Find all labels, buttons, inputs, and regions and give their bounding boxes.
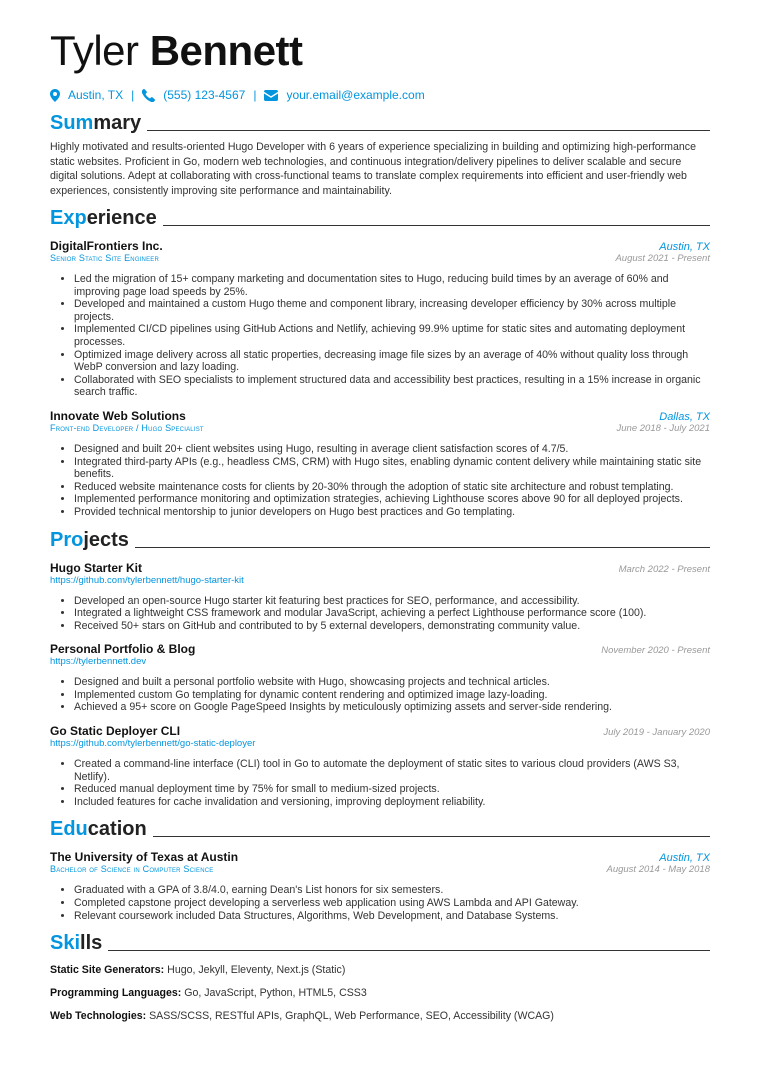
title-accent: Sum xyxy=(50,112,94,134)
bullet-item: • Led the migration of 15+ company marketing and documentation sites to Hugo, reducing build times by an average of 60% and improving page load speeds by 25%. xyxy=(74,273,710,298)
bullet-item: • Integrated third-party APIs (e.g., headless CMS, CRM) with Hugo sites, enabling dynamic content delivery while maintaining static site benefits. xyxy=(74,456,710,481)
job-subrow xyxy=(50,423,710,434)
bullet-item: • Reduced manual deployment time by 75% for small to medium-sized projects. xyxy=(74,783,710,796)
summary-heading xyxy=(50,112,710,134)
skill-value: SASS/SCSS, RESTful APIs, GraphQL, Web Performance, SEO, Accessibility (WCAG) xyxy=(149,1010,554,1023)
project-bullets xyxy=(50,758,710,808)
project-row xyxy=(50,724,710,738)
project-row xyxy=(50,642,710,656)
job-company: Innovate Web Solutions xyxy=(50,408,186,423)
contact-separator: | xyxy=(131,88,135,102)
section-rule xyxy=(135,547,710,548)
bullet-item: • Designed and built a personal portfolio website with Hugo, showcasing projects and technical articles. xyxy=(74,676,710,689)
bullet-item: • Relevant coursework included Data Structures, Algorithms, Web Development, and Database Systems. xyxy=(74,910,710,923)
job-dates: August 2021 - Present xyxy=(615,253,710,264)
bullet-item: • Created a command-line interface (CLI) tool in Go to automate the deployment of static sites to various cloud providers (AWS S3, Netlify). xyxy=(74,758,710,783)
school-location: Austin, TX xyxy=(659,852,710,865)
project-entry xyxy=(50,642,710,714)
candidate-name xyxy=(50,28,710,74)
skill-label: Web Technologies: xyxy=(50,1010,147,1023)
project-row xyxy=(50,561,710,575)
contact-location xyxy=(50,88,123,102)
project-entry xyxy=(50,561,710,633)
degree: Bachelor of Science in Computer Science xyxy=(50,864,214,875)
education-row xyxy=(50,850,710,864)
bullet-item: • Provided technical mentorship to junior developers on Hugo best practices and Go templating. xyxy=(74,506,710,519)
skills-heading xyxy=(50,932,710,954)
project-entry xyxy=(50,724,710,808)
bullet-item: • Reduced website maintenance costs for clients by 20-30% through the adoption of static site architecture and robust templating. xyxy=(74,481,710,494)
section-rule xyxy=(163,225,710,226)
title-rest: mary xyxy=(93,112,142,134)
job-row xyxy=(50,409,710,423)
skill-line xyxy=(50,964,710,977)
job-entry xyxy=(50,239,710,399)
education-heading xyxy=(50,818,710,840)
project-name: Personal Portfolio & Blog xyxy=(50,642,196,657)
bullet-item: • Designed and built 20+ client websites using Hugo, resulting in average client satisfaction scores of 4.7/5. xyxy=(74,443,710,456)
skill-label: Static Site Generators: xyxy=(50,964,165,977)
section-title xyxy=(50,529,135,551)
contact-email[interactable] xyxy=(264,88,424,102)
section-rule xyxy=(108,950,710,951)
bullet-item: • Integrated a lightweight CSS framework and modular JavaScript, achieving a perfect Lighthouse performance score (100). xyxy=(74,607,710,620)
title-accent: Edu xyxy=(50,818,88,841)
bullet-item: • Developed and maintained a custom Hugo theme and component library, increasing developer efficiency by 30% across multiple projects. xyxy=(74,298,710,323)
bullet-item: • Implemented performance monitoring and optimization strategies, achieving Lighthouse scores above 90 for all deployed projects. xyxy=(74,493,710,506)
project-dates: March 2022 - Present xyxy=(618,563,710,575)
section-title xyxy=(50,818,153,840)
project-bullets xyxy=(50,595,710,633)
title-accent: Pro xyxy=(50,528,84,551)
section-rule xyxy=(153,836,710,837)
summary-text: Highly motivated and results-oriented Hugo Developer with 6 years of experience specializing in building and optimizing high-performance static websites. Proficient in Go, modern web technologies, and continuous integration/delivery pipelines to deliver scalable and secure digital solutions. Adept at collaborating with cross-functional teams to translate complex requirements into efficient and user-friendly web experiences, consistently improving site performance and maintainability. xyxy=(50,141,696,197)
first-name: Tyler xyxy=(50,27,139,74)
job-bullets xyxy=(50,273,710,399)
project-dates: November 2020 - Present xyxy=(601,645,710,657)
email-text: your.email@example.com xyxy=(286,88,425,102)
bullet-item: • Collaborated with SEO specialists to implement structured data and accessibility best practices, resulting in a 15% increase in organic search traffic. xyxy=(74,374,710,399)
education-bullets xyxy=(50,884,710,922)
job-bullets xyxy=(50,443,710,519)
project-bullets xyxy=(50,676,710,714)
project-link[interactable]: https://github.com/tylerbennett/hugo-starter-kit xyxy=(50,574,244,586)
bullet-item: • Developed an open-source Hugo starter kit featuring best practices for SEO, performance, and accessibility. xyxy=(74,595,710,608)
job-row xyxy=(50,239,710,253)
project-link[interactable]: https://github.com/tylerbennett/go-static-deployer xyxy=(50,738,256,750)
section-title xyxy=(50,207,163,229)
job-subrow xyxy=(50,253,710,264)
bullet-item: • Completed capstone project developing a serverless web application using AWS Lambda and API Gateway. xyxy=(74,897,710,910)
project-link[interactable]: https://tylerbennett.dev xyxy=(50,656,147,668)
section-title xyxy=(50,112,147,134)
education-entry xyxy=(50,850,710,922)
map-pin-icon xyxy=(50,89,60,102)
project-name: Hugo Starter Kit xyxy=(50,560,143,575)
section-rule xyxy=(147,130,710,131)
title-rest: jects xyxy=(83,528,129,551)
skill-value: Go, JavaScript, Python, HTML5, CSS3 xyxy=(184,987,367,1000)
bullet-item: • Achieved a 95+ score on Google PageSpeed Insights by meticulously optimizing assets and server-side rendering. xyxy=(74,701,710,714)
job-company: DigitalFrontiers Inc. xyxy=(50,239,163,253)
project-name: Go Static Deployer CLI xyxy=(50,724,181,739)
education-subrow xyxy=(50,864,710,875)
location-text: Austin, TX xyxy=(68,88,124,102)
title-accent: Exp xyxy=(50,207,87,229)
experience-heading xyxy=(50,207,710,229)
job-role: Senior Static Site Engineer xyxy=(50,253,160,263)
school-name: The University of Texas at Austin xyxy=(50,850,239,865)
skill-value: Hugo, Jekyll, Eleventy, Next.js (Static) xyxy=(167,964,346,977)
job-dates: June 2018 - July 2021 xyxy=(616,422,710,434)
phone-icon xyxy=(142,89,155,102)
skill-label: Programming Languages: xyxy=(50,987,182,1000)
title-rest: lls xyxy=(80,932,103,955)
bullet-item: • Implemented custom Go templating for dynamic content rendering and optimized image lazy-loading. xyxy=(74,689,710,702)
bullet-item: • Included features for cache invalidation and versioning, improving deployment reliability. xyxy=(74,796,710,809)
resume-page xyxy=(50,0,710,1023)
last-name: Bennett xyxy=(149,27,303,74)
contact-separator: | xyxy=(253,88,257,102)
job-entry xyxy=(50,409,710,519)
job-location: Austin, TX xyxy=(659,241,710,253)
bullet-item: • Received 50+ stars on GitHub and contributed to by 5 external developers, demonstrating community value. xyxy=(74,620,710,633)
project-dates: July 2019 - January 2020 xyxy=(603,727,710,739)
title-rest: cation xyxy=(87,818,147,841)
education-dates: August 2014 - May 2018 xyxy=(606,864,710,876)
contact-bar xyxy=(50,88,710,102)
skill-line xyxy=(50,987,710,1000)
contact-phone[interactable] xyxy=(142,88,245,102)
bullet-item: • Optimized image delivery across all static properties, decreasing image file sizes by an average of 40% without quality loss through WebP conversion and lazy loading. xyxy=(74,349,710,374)
job-location: Dallas, TX xyxy=(659,410,710,423)
envelope-icon xyxy=(264,90,278,101)
phone-text: (555) 123-4567 xyxy=(163,88,246,102)
job-role: Front-end Developer / Hugo Specialist xyxy=(50,422,204,433)
skill-line xyxy=(50,1010,710,1023)
title-accent: Ski xyxy=(50,932,81,955)
section-title xyxy=(50,932,108,954)
bullet-item: • Graduated with a GPA of 3.8/4.0, earning Dean's List honors for six semesters. xyxy=(74,884,710,897)
projects-heading xyxy=(50,529,710,551)
title-rest: erience xyxy=(86,207,157,229)
bullet-item: • Implemented CI/CD pipelines using GitHub Actions and Netlify, achieving 99.9% uptime for static sites and automating deployment processes. xyxy=(74,323,710,348)
